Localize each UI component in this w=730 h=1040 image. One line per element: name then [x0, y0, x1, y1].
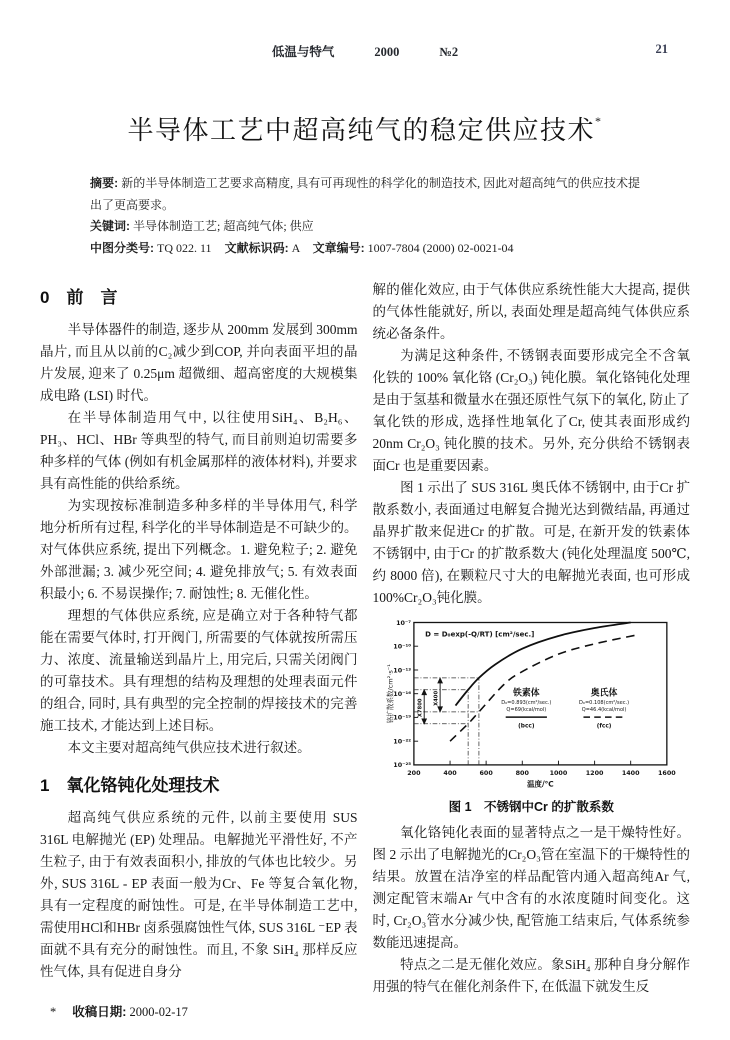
footnote	[40, 1001, 358, 1023]
legend-austenite-d0: D₀=0.108(cm²/sec.)	[579, 700, 630, 706]
y-tick: 10⁻⁷	[396, 618, 412, 627]
keywords	[90, 216, 640, 238]
journal-year: 2000	[374, 45, 400, 59]
legend-ferrite-q: Q=69(kcal/mol)	[506, 707, 547, 714]
keywords-text: 半导体制造工艺; 超高纯气体; 供应	[133, 219, 314, 233]
y-tick: 10⁻¹³	[393, 666, 412, 675]
page-number: 21	[655, 42, 668, 56]
y-tick: 10⁻²⁵	[393, 761, 412, 770]
legend-austenite-lattice: (fcc)	[596, 723, 612, 730]
x-axis-label: 温度/℃	[527, 779, 555, 789]
annotation-x7800: X7800	[417, 698, 424, 718]
paragraph: 超高纯气供应系统的元件, 以前主要使用 SUS 316L 电解抛光 (EP) 处理品。电解抛光平滑性好, 不产生粒子, 由于有效表面积小, 排放的气体也比较少。另外, SUS 316L - EP 表面一般为Cr、Fe 等复合氧化物, 具有一定程度的耐蚀性。可是, 在半导体制造工艺中, 需使用HCl和HBr 卤系强腐蚀性气体, SUS 316L ⁻EP 表面就不具有充分的耐蚀性。而且, 不象 SiH₄ 那样反应性气体, 具有促进自身分	[40, 810, 358, 979]
section-heading-0: 0 前 言	[40, 288, 118, 307]
article-id-value: 1007-7804 (2000) 02-0021-04	[367, 240, 514, 255]
left-column	[40, 279, 358, 1023]
clc-value: TQ 022. 11	[157, 240, 212, 255]
abstract-text: 新的半导体制造工艺要求高精度, 具有可再现性的科学化的制造技术, 因此对超高纯气的供应技术提出了更高要求。	[90, 176, 641, 212]
abstract	[90, 173, 640, 216]
annotation-x400: X400	[433, 690, 440, 706]
paragraph: 为实现按标准制造多种多样的半导体用气, 科学地分析所有过程, 科学化的半导体制造是不可缺少的。对气体供应系统, 提出下列概念。1. 避免粒子; 2. 避免外部泄漏; 3. 减少死空间; 4. 避免排放气; 5. 有效表面积最小; 6. 不易误操作; 7. 耐蚀性; 8. 无催化性。	[40, 498, 358, 601]
page-header	[0, 0, 730, 60]
paragraph: 氧化铬钝化表面的显著特点之一是干燥特性好。图 2 示出了电解抛光的Cr₂O₃管在室温下的干燥特性的结果。放置在洁净室的样品配管内通入超高纯Ar 气, 测定配管末端Ar 气中含有的水浓度随时间变化。这时, Cr₂O₃管水分减少快, 配管施工结束后, 气体系统参数能迅速提高。	[372, 825, 690, 950]
right-column	[373, 279, 691, 1023]
y-tick: 10⁻¹⁹	[393, 713, 412, 722]
paragraph: 为满足这种条件, 不锈钢表面要形成完全不含氧化铁的 100% 氧化铬 (Cr₂O₃) 钝化膜。氧化铬钝化处理是由于氢基和微量水在强还原性气氛下的氧化, 防止了氧化铁的形成, 选择性地氧化了Cr, 使其表面形成约 20nm Cr₂O₃ 钝化膜的技术。另外, 充分供给不锈钢表面Cr 也是重要因素。	[372, 348, 690, 473]
body-columns	[0, 279, 730, 1023]
classification-line	[90, 238, 640, 260]
x-tick: 400	[443, 769, 457, 778]
y-tick: 10⁻¹⁰	[393, 642, 412, 651]
legend-austenite-q: Q=46.4(kcal/mol)	[581, 707, 627, 714]
y-tick: 10⁻¹⁶	[393, 690, 412, 699]
article-title	[0, 110, 730, 147]
paragraph: 本文主要对超高纯气供应技术进行叙述。	[67, 740, 311, 755]
x-tick: 1000	[549, 769, 568, 778]
x-tick: 200	[407, 769, 421, 778]
x-tick: 600	[479, 769, 494, 778]
x-tick: 1400	[622, 769, 640, 778]
figure1	[373, 615, 691, 818]
article-id-label: 文章编号:	[312, 240, 365, 255]
journal-issue: №2	[439, 45, 459, 59]
paragraph: 理想的气体供应系统, 应是确立对于各种特气都能在需要气体时, 打开阀门, 所需要的气体就按所需压力、浓度、流量输送到晶片上, 用完后, 只需关闭阀门的可靠技术。具有理想的结构及理想的处理表面元件的组合, 同时, 具有典型的完全控制的焊接技术的完善施工技术, 才能达到上述目标。	[40, 608, 358, 733]
legend-ferrite-name: 铁素体	[513, 688, 540, 699]
footnote-marker: *	[50, 1005, 57, 1019]
journal-title: 低温与特气	[271, 45, 335, 59]
y-axis-label: 铬扩散系数/cm²·s⁻¹	[386, 664, 395, 724]
doc-code-value: A	[291, 240, 300, 255]
paragraph: 在半导体制造用气中, 以往使用SiH₄、B₂H₆、PH₃、HCl、HBr 等典型的特气, 而目前则迫切需要多种多样的气体 (例如有机金属那样的液体材料), 并要求具有高性能的供给系统。	[40, 410, 358, 491]
paragraph: 半导体器件的制造, 逐步从 200mm 发展到 300mm 晶片, 而且从以前的C₂减少到COP, 并向表面平坦的晶片发展, 迎来了 0.25μm 超微细、超高密度的大规模集成电路 (LSI) 时代。	[40, 322, 358, 403]
paragraph: 图 1 示出了 SUS 316L 奥氏体不锈钢中, 由于Cr 扩散系数小, 表面通过电解复合抛光达到微结晶, 再通过晶界扩散来促进Cr 的扩散。可是, 在新开发的铁素体不锈钢中, 由于Cr 的扩散系数大 (钝化处理温度 500℃, 约 8000 倍), 在颗粒尺寸大的电解抛光表面, 也可形成 100%Cr₂O₃钝化膜。	[372, 480, 690, 605]
y-tick: 10⁻²²	[393, 737, 412, 746]
plot-frame	[414, 622, 667, 764]
legend-austenite-name: 奥氏体	[591, 688, 618, 699]
x-tick: 1600	[658, 769, 676, 778]
paragraph: 解的催化效应, 由于气体供应系统性能大大提高, 提供的气体性能就好, 所以, 表面处理是超高纯气体供应系统必备条件。	[372, 282, 690, 341]
section-heading-1: 1 氧化铬钝化处理技术	[40, 776, 220, 795]
title-footnote-marker: *	[595, 114, 603, 128]
doc-code-label: 文献标识码:	[224, 240, 289, 255]
legend-ferrite-lattice: (bcc)	[518, 723, 535, 730]
journal-header	[252, 45, 478, 59]
footnote-date: 2000-02-17	[129, 1005, 188, 1019]
figure1-chart	[380, 615, 682, 793]
legend-ferrite-d0: D₀=0.893(cm²/sec.)	[501, 700, 552, 706]
front-matter	[90, 173, 640, 259]
x-tick: 800	[515, 769, 530, 778]
clc-label: 中图分类号:	[90, 240, 154, 255]
figure1-caption: 图 1 不锈钢中Cr 的扩散系数	[448, 800, 614, 814]
paragraph: 特点之二是无催化效应。象SiH₄ 那种自身分解作用强的特气在催化剂条件下, 在低温下就发生反	[372, 957, 690, 994]
keywords-label: 关键词:	[90, 219, 130, 233]
arrhenius-formula: D = D₀exp(-Q/RT) [cm²/sec.]	[425, 629, 535, 639]
x-tick: 1200	[586, 769, 604, 778]
footnote-label: 收稿日期:	[72, 1005, 127, 1019]
article-title-text: 半导体工艺中超高纯气的稳定供应技术	[127, 116, 595, 145]
abstract-label: 摘要:	[90, 176, 119, 190]
